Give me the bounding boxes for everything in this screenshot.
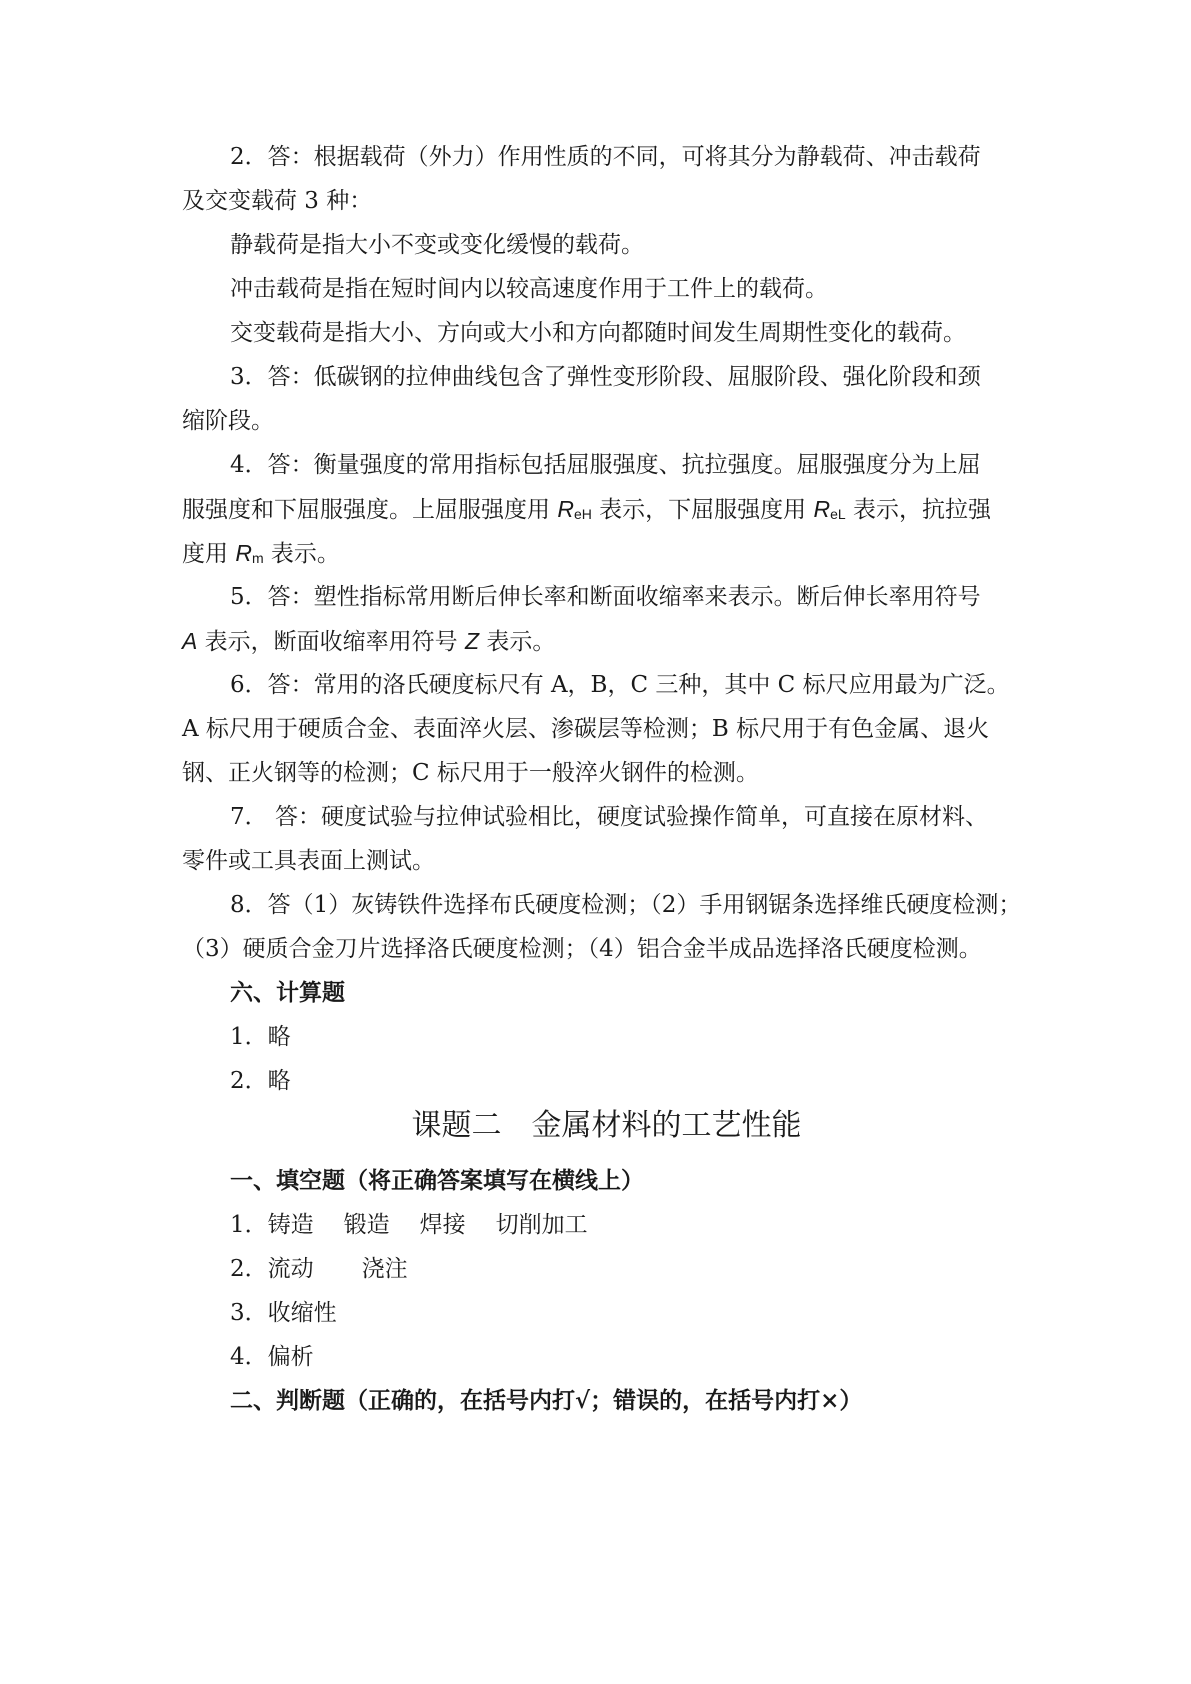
answer-5-text-a: 表示，断面收缩率用符号 <box>197 629 465 655</box>
answer-4-line-3 <box>0 538 1191 568</box>
answer-4-text-e: 表示。 <box>263 541 340 567</box>
answer-6-line-3: 钢、正火钢等的检测；C 标尺用于一般淬火钢件的检测。 <box>182 760 759 786</box>
fill-in-heading: 一、填空题（将正确答案填写在横线上） <box>230 1167 644 1194</box>
fill-in-item-1 <box>0 1210 1191 1240</box>
fill-2-number: 2． <box>230 1256 268 1282</box>
answer-3-line-1: 3．答：低碳钢的拉伸曲线包含了弹性变形阶段、屈服阶段、强化阶段和颈 <box>230 364 981 390</box>
answer-5-text-b: 表示。 <box>479 629 556 655</box>
section-6-item-2: 2．略 <box>230 1068 291 1094</box>
symbol-r: R <box>557 496 574 522</box>
symbol-z: Z <box>464 628 480 654</box>
subscript-el: eL <box>830 506 846 522</box>
subscript-m: m <box>251 550 264 566</box>
answer-5-line-1: 5．答：塑性指标常用断后伸长率和断面收缩率来表示。断后伸长率用符号 <box>230 584 981 610</box>
subscript-eh: eH <box>573 506 592 522</box>
answer-2-alternating-load: 交变载荷是指大小、方向或大小和方向都随时间发生周期性变化的载荷。 <box>230 320 966 346</box>
fill-1-answer-c: 焊接 <box>419 1212 466 1238</box>
answer-3-line-2: 缩阶段。 <box>182 408 274 434</box>
symbol-r-eh <box>557 496 592 522</box>
section-6-heading: 六、计算题 <box>230 979 345 1006</box>
fill-1-number: 1． <box>230 1212 268 1238</box>
fill-2-answer-a: 流动 <box>267 1256 314 1282</box>
answer-4-text-b: 表示，下屈服强度用 <box>591 497 814 523</box>
answer-5-line-2 <box>0 626 1191 656</box>
symbol-r-m <box>235 540 263 566</box>
symbol-r: R <box>235 540 252 566</box>
answer-2-impact-load: 冲击载荷是指在短时间内以较高速度作用于工件上的载荷。 <box>230 276 828 302</box>
answer-4-text-a: 服强度和下屈服强度。上屈服强度用 <box>182 497 558 523</box>
answer-6-line-2: A 标尺用于硬质合金、表面淬火层、渗碳层等检测；B 标尺用于有色金属、退火 <box>182 716 990 742</box>
symbol-r: R <box>813 496 831 522</box>
answer-4-line-2 <box>0 494 1191 524</box>
answer-6-line-1: 6．答：常用的洛氏硬度标尺有 A，B，C 三种，其中 C 标尺应用最为广泛。 <box>230 672 1010 698</box>
answer-4-text-c: 表示，抗拉强 <box>845 497 991 523</box>
answer-7-line-1: 7． 答：硬度试验与拉伸试验相比，硬度试验操作简单，可直接在原材料、 <box>230 804 988 830</box>
section-6-item-1: 1．略 <box>230 1024 291 1050</box>
fill-in-item-4: 4．偏析 <box>230 1344 314 1370</box>
true-false-heading: 二、判断题（正确的，在括号内打√；错误的，在括号内打×） <box>230 1387 863 1414</box>
fill-in-item-2 <box>0 1254 1191 1284</box>
answer-2-line-1: 2．答：根据载荷（外力）作用性质的不同，可将其分为静载荷、冲击载荷 <box>230 144 981 170</box>
answer-7-line-2: 零件或工具表面上测试。 <box>182 848 435 874</box>
answer-2-line-2: 及交变载荷 3 种： <box>182 188 373 214</box>
answer-4-line-1: 4．答：衡量强度的常用指标包括屈服强度、抗拉强度。屈服强度分为上屈 <box>230 452 981 478</box>
symbol-r-el <box>813 496 845 522</box>
fill-1-answer-a: 铸造 <box>267 1212 314 1238</box>
answer-2-static-load: 静载荷是指大小不变或变化缓慢的载荷。 <box>230 232 644 258</box>
fill-in-item-3: 3．收缩性 <box>230 1300 337 1326</box>
answer-8-line-2: （3）硬质合金刀片选择洛氏硬度检测；（4）铝合金半成品选择洛氏硬度检测。 <box>182 936 982 962</box>
answer-4-text-d: 度用 <box>182 541 236 567</box>
answer-8-line-1: 8．答（1）灰铸铁件选择布氏硬度检测；（2）手用钢锯条选择维氏硬度检测； <box>230 892 1022 918</box>
topic-2-title: 课题二 金属材料的工艺性能 <box>411 1108 802 1143</box>
symbol-a: A <box>182 628 198 654</box>
fill-2-answer-b: 浇注 <box>361 1256 408 1282</box>
fill-1-answer-b: 锻造 <box>343 1212 390 1238</box>
fill-1-answer-d: 切削加工 <box>495 1212 588 1238</box>
